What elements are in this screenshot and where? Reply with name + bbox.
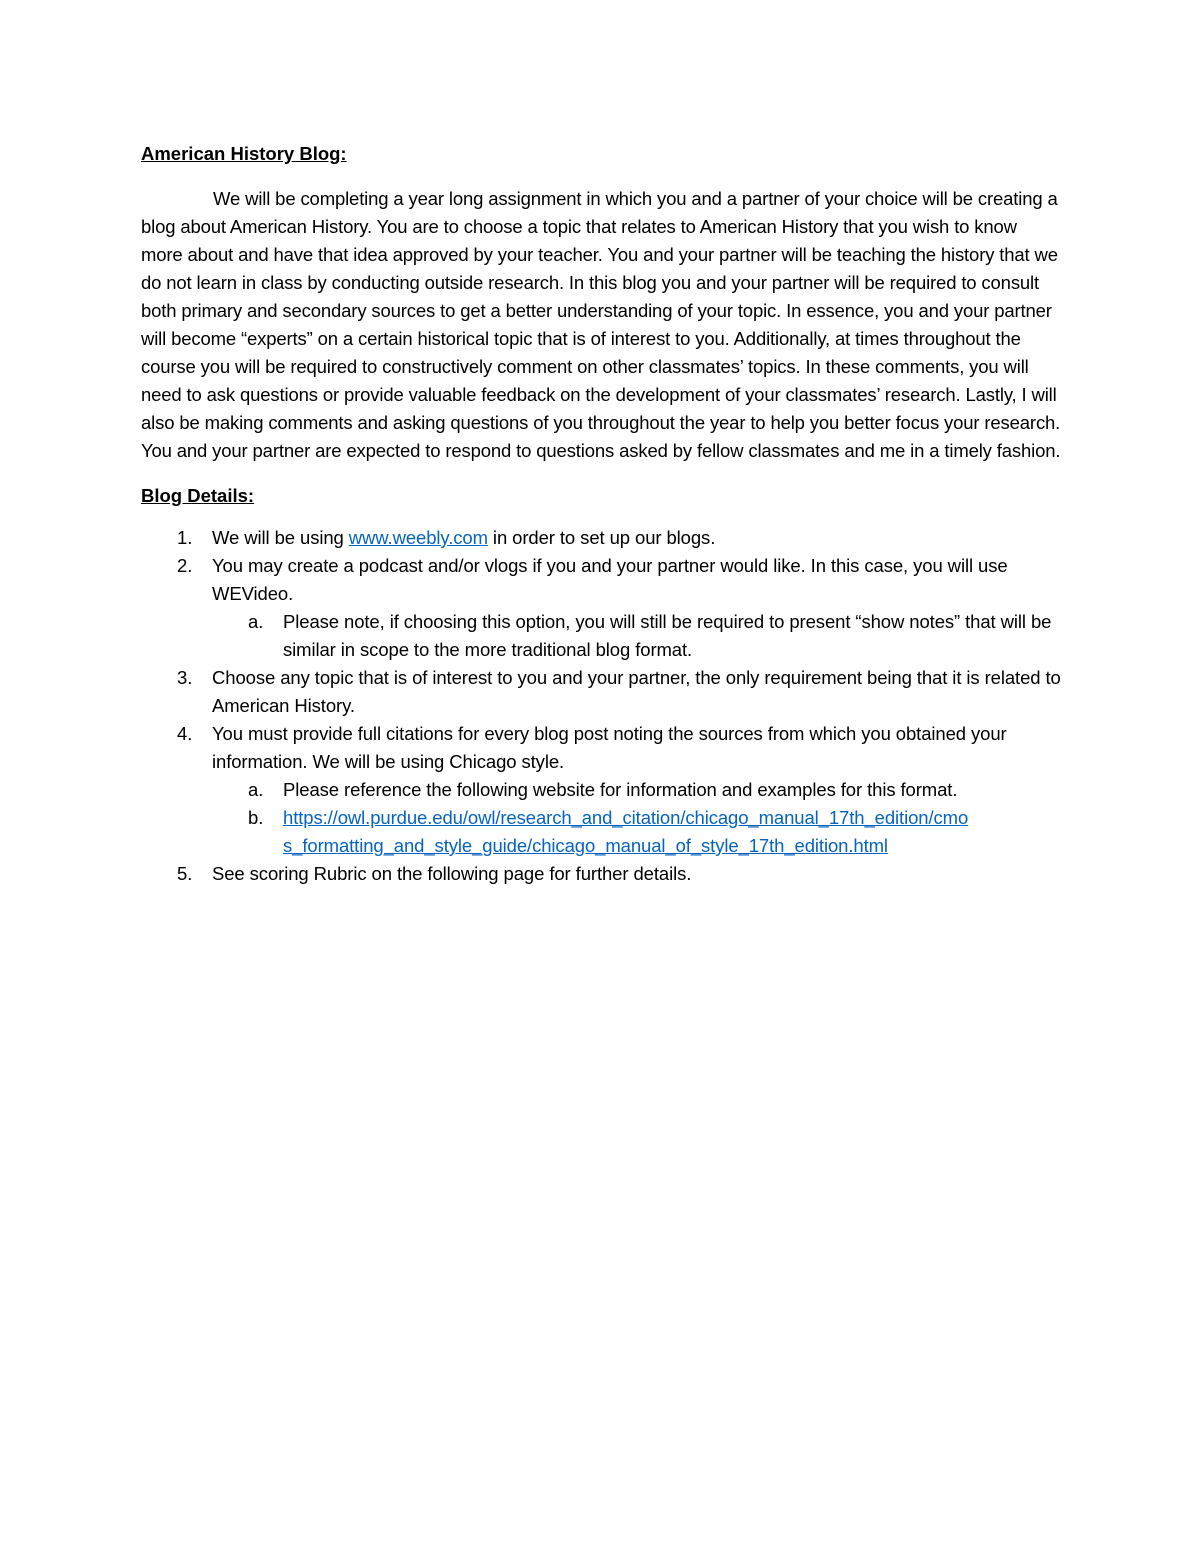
list-item-text-before: We will be using [212, 527, 349, 548]
list-item-1 [141, 524, 1061, 552]
list-number: 3. [177, 667, 193, 688]
list-item-text-after: in order to set up our blogs. [487, 527, 716, 548]
list-item-3 [141, 664, 1061, 720]
weebly-link[interactable]: www.weebly.com [348, 527, 488, 548]
list-number: 4. [177, 723, 193, 744]
sub-list [212, 608, 1061, 664]
section-heading-american-history-blog: American History Blog: [141, 143, 347, 164]
sub-list-letter: a. [248, 611, 264, 632]
list-item-text: You must provide full citations for every blog post noting the sources from which you obtained your information. We will be using Chicago style. [212, 723, 1007, 772]
sub-list-letter: a. [248, 779, 264, 800]
sub-item-a [212, 608, 1061, 664]
list-item-2 [141, 552, 1061, 664]
purdue-owl-link-line2: s_formatting_and_style_guide/chicago_manual_of_style_17th_edition.html [283, 835, 888, 856]
list-number: 1. [177, 527, 193, 548]
list-number: 5. [177, 863, 193, 884]
sub-list [212, 776, 1061, 860]
list-item-5 [141, 860, 1061, 888]
list-number: 2. [177, 555, 193, 576]
list-item-text: Choose any topic that is of interest to you and your partner, the only requirement being that it is related to American History. [212, 667, 1061, 716]
purdue-owl-link[interactable] [283, 807, 968, 856]
sub-item-text: Please note, if choosing this option, you will still be required to present “show notes” that will be similar in scope to the more traditional blog format. [283, 611, 1052, 660]
sub-item-text: Please reference the following website for information and examples for this format. [283, 779, 958, 800]
blog-details-list [141, 524, 1061, 888]
list-item-text: See scoring Rubric on the following page for further details. [212, 863, 692, 884]
section-heading-blog-details: Blog Details: [141, 485, 255, 506]
list-item-4 [141, 720, 1061, 860]
list-item-text: You may create a podcast and/or vlogs if you and your partner would like. In this case, you will use WEVideo. [212, 555, 1008, 604]
sub-list-letter: b. [248, 807, 264, 828]
purdue-owl-link-line1: https://owl.purdue.edu/owl/research_and_citation/chicago_manual_17th_edition/cmo [283, 807, 969, 828]
sub-item-a [212, 776, 1061, 804]
intro-paragraph: We will be completing a year long assignment in which you and a partner of your choice will be creating a blog about American History. You are to choose a topic that relates to American History that you wish to know more about and have that idea approved by your teacher. You and your partner will be teaching the history that we do not learn in class by conducting outside research. In this blog you and your partner will be required to consult both primary and secondary sources to get a better understanding of your topic. In essence, you and your partner will become “experts” on a certain historical topic that is of interest to you. Additionally, at times throughout the course you will be required to constructively comment on other classmates’ topics. In these comments, you will need to ask questions or provide valuable feedback on the development of your classmates’ research. Lastly, I will also be making comments and asking questions of you throughout the year to help you better focus your research. You and your partner are expected to respond to questions asked by fellow classmates and me in a timely fashion. [141, 188, 1061, 461]
sub-item-b [212, 804, 1061, 860]
document-body [141, 140, 1061, 888]
